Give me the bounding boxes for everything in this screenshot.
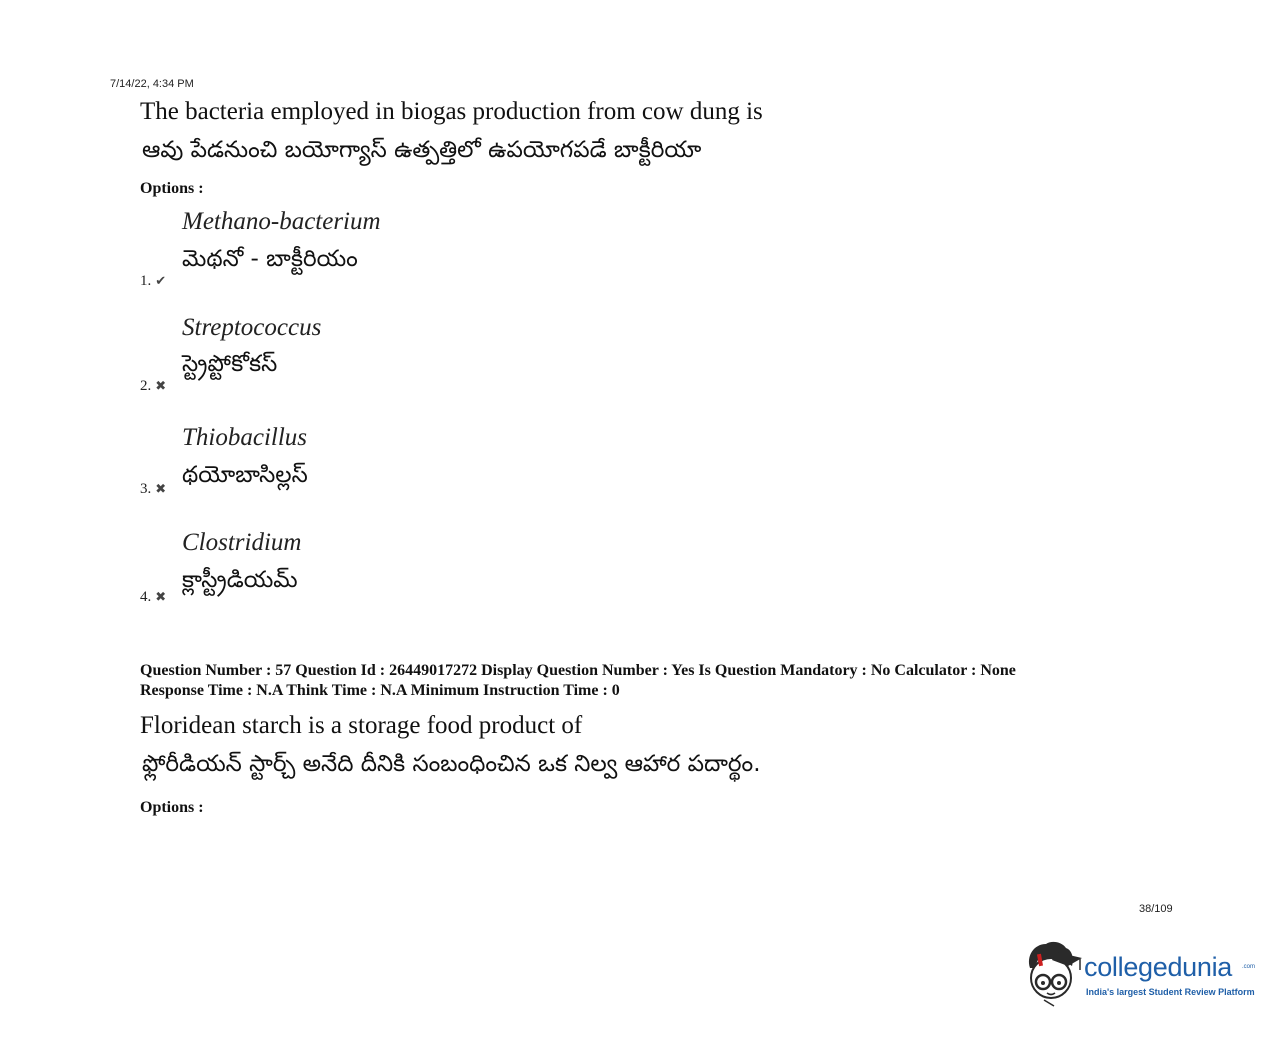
question-text-telugu: ఫ్లోరీడియన్ స్టార్చ్ అనేది దీనికి సంబంధించిన ఒక నిల్వ ఆహార పదార్థం.: [142, 751, 761, 777]
question-text-english: Floridean starch is a storage food product of: [140, 712, 583, 739]
option-1-number: [140, 273, 166, 290]
check-icon: ✔: [155, 274, 167, 289]
option-3-text-telugu: థయోబాసిల్లస్: [182, 462, 308, 488]
page-number: 38/109: [1139, 903, 1173, 915]
option-4-text-telugu: క్లాస్ట్రీడియమ్: [182, 567, 298, 593]
mascot-icon: [1022, 938, 1084, 1008]
option-number-label: 4.: [140, 589, 152, 605]
option-4-text-english: Clostridium: [182, 529, 302, 556]
option-2-text-english: Streptococcus: [182, 314, 322, 341]
question-meta-line-1: Question Number : 57 Question Id : 26449017272 Display Question Number : Yes Is Question Mandatory : No Calculator : None: [140, 662, 1016, 679]
option-number-label: 1.: [140, 273, 152, 289]
option-number-label: 2.: [140, 378, 152, 394]
logo-wordmark: collegedunia: [1084, 952, 1233, 982]
collegedunia-logo: [1022, 938, 1262, 1010]
logo-tagline: India's largest Student Review Platform: [1086, 987, 1255, 997]
option-2-number: [140, 378, 166, 395]
option-3-text-english: Thiobacillus: [182, 424, 308, 451]
option-number-label: 3.: [140, 481, 152, 497]
option-3-number: [140, 481, 166, 498]
cross-icon: ✖: [155, 590, 167, 605]
option-2-text-telugu: స్ట్రెప్టోకోకస్: [182, 351, 278, 377]
option-4-number: [140, 589, 166, 606]
question-text-telugu: ఆవు పేడనుంచి బయోగ్యాస్ ఉత్పత్తిలో ఉపయోగపడే బాక్టీరియా: [142, 137, 702, 163]
logo-domain-suffix: .com: [1242, 964, 1256, 970]
print-timestamp: 7/14/22, 4:34 PM: [110, 78, 194, 90]
cross-icon: ✖: [155, 482, 167, 497]
options-label: Options :: [140, 799, 204, 816]
option-1-text-telugu: మెథనో - బాక్టీరియం: [182, 246, 358, 272]
option-1-text-english: Methano-bacterium: [182, 208, 381, 235]
options-label: Options :: [140, 180, 204, 197]
cross-icon: ✖: [155, 379, 167, 394]
question-text-english: The bacteria employed in biogas production from cow dung is: [140, 98, 763, 125]
question-meta-line-2: Response Time : N.A Think Time : N.A Minimum Instruction Time : 0: [140, 682, 620, 699]
